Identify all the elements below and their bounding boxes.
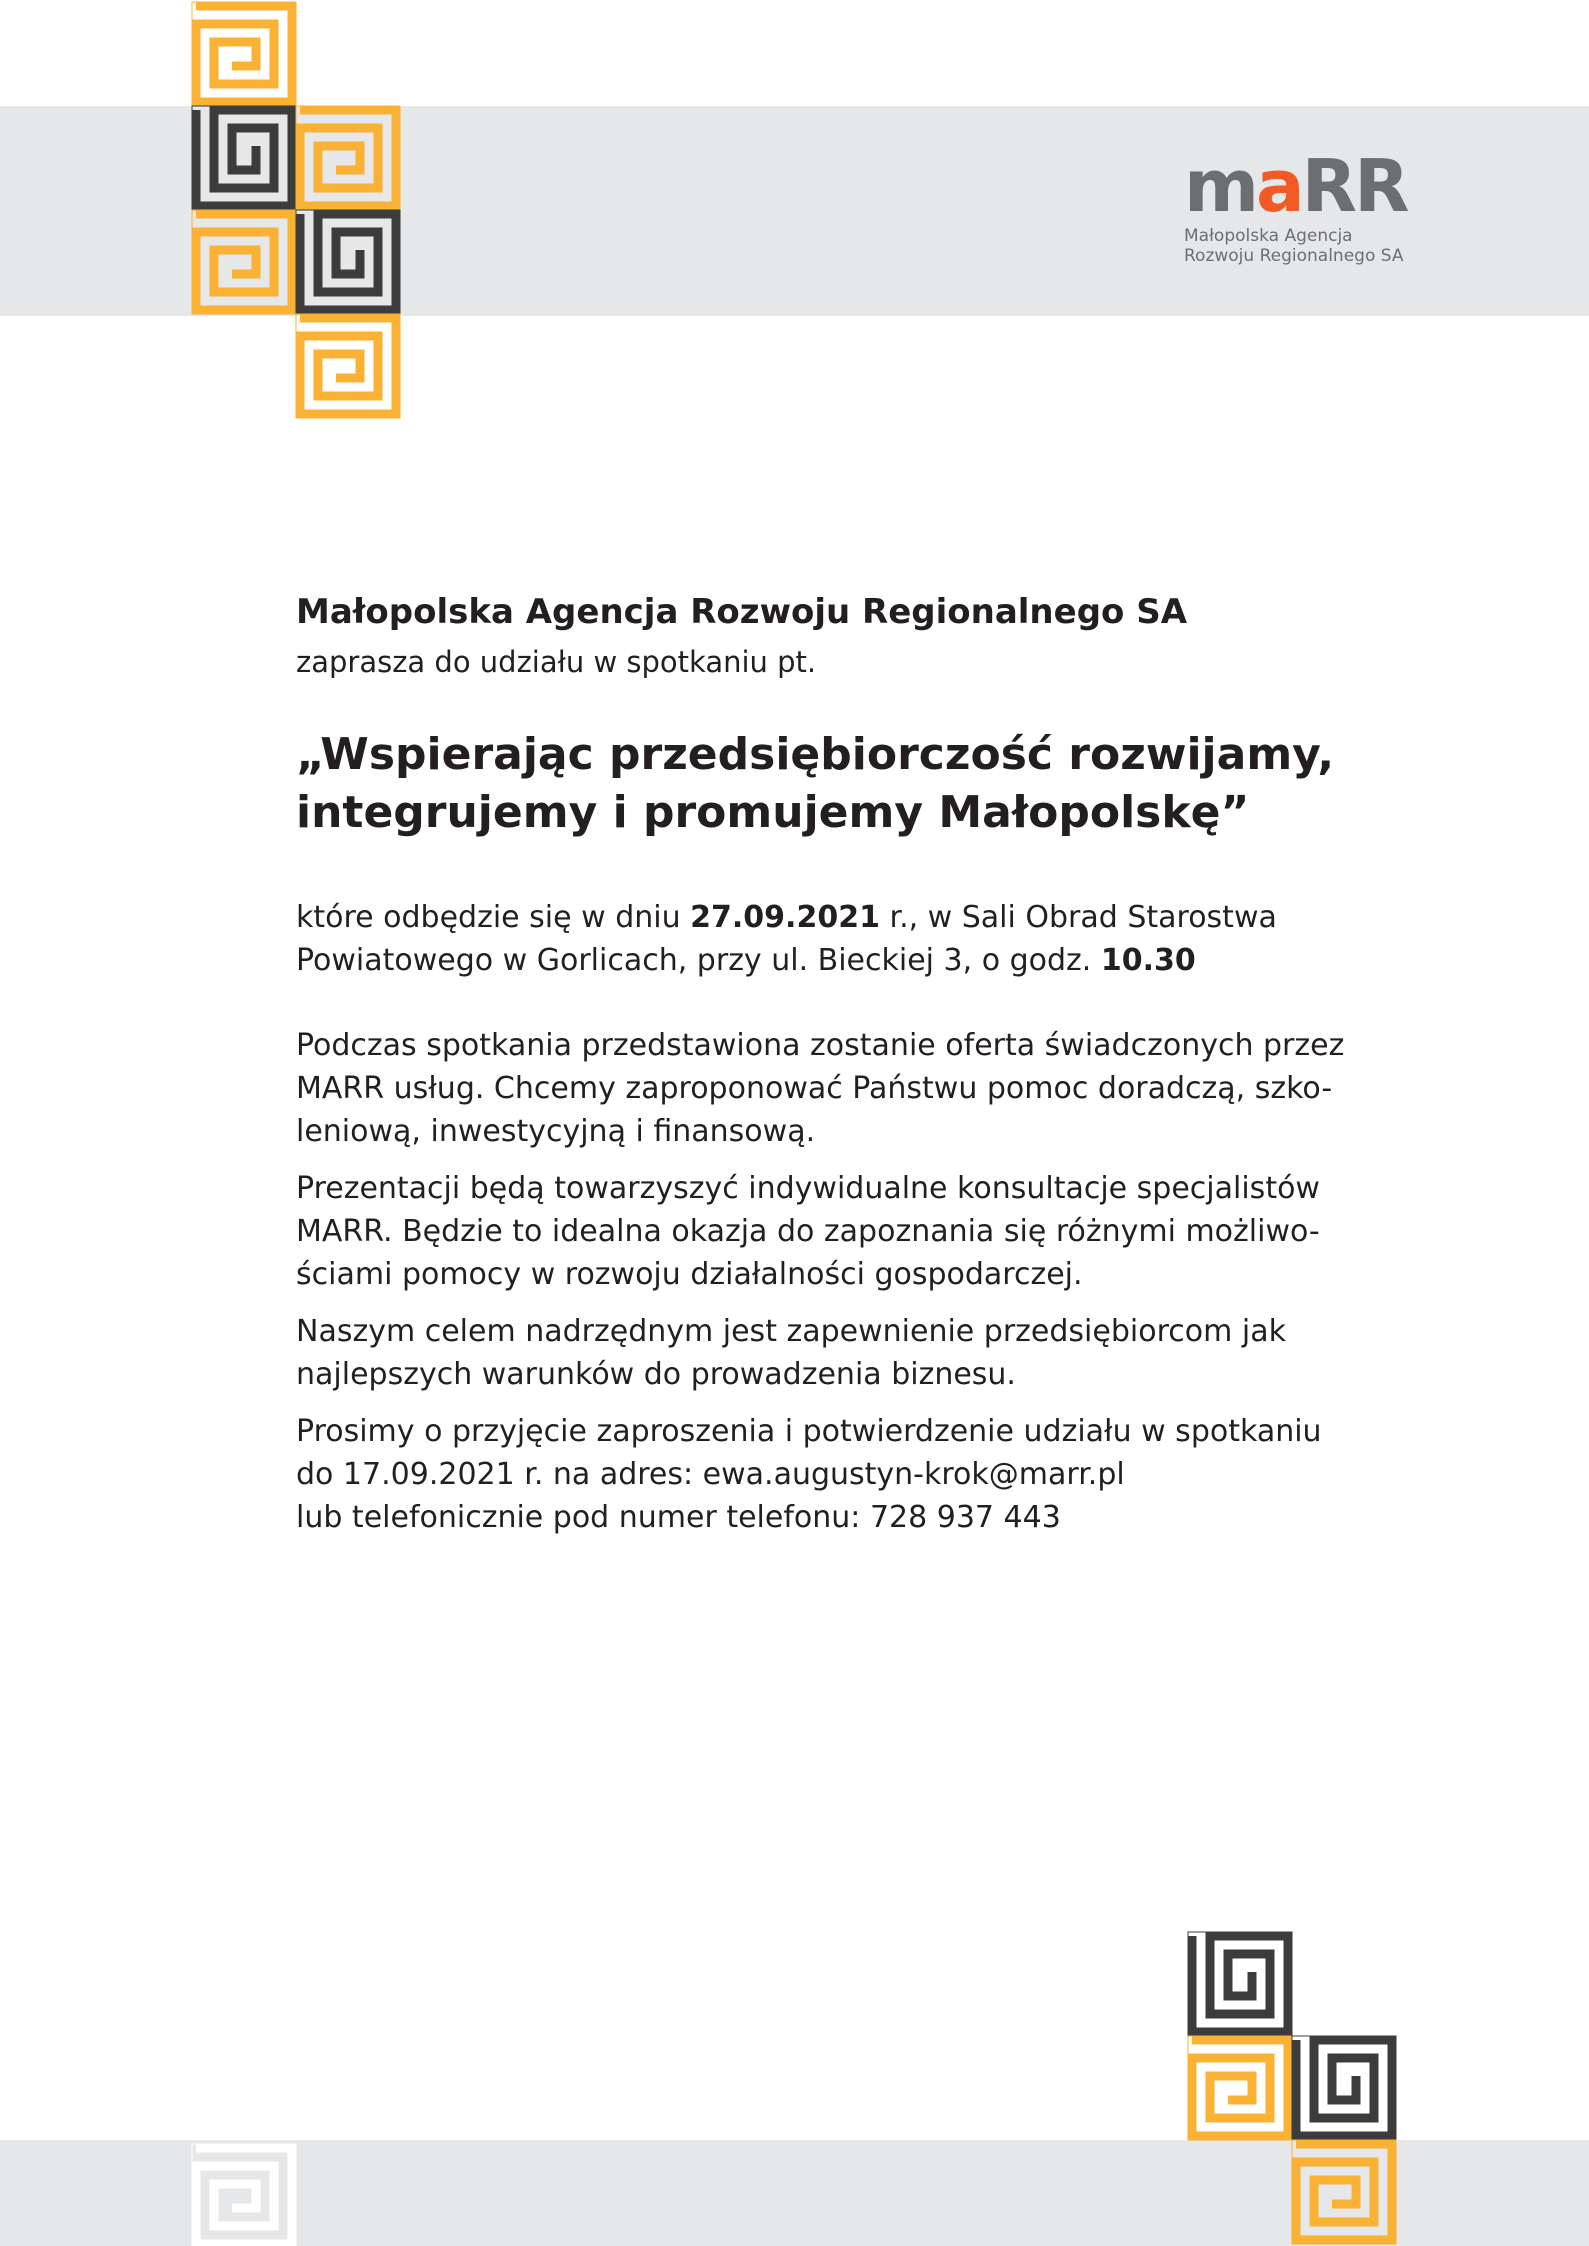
event-date: 27.09.2021	[690, 900, 880, 935]
event-time: 10.30	[1100, 943, 1196, 978]
event-title	[296, 726, 1335, 842]
logo-subtitle-line1: Małopolska Agencja	[1184, 226, 1353, 246]
logo-wordmark: maRR	[1184, 144, 1407, 228]
event-title-line1: „Wspierając przedsiębiorczość rozwijamy,	[296, 729, 1335, 780]
paragraph-rsvp: Prosimy o przyjęcie zaproszenia i potwierdzenie udziału w spotkaniu do 17.09.2021 r. na adres: ewa.augustyn-krok@marr.pl lub telefonicznie pod numer telefonu: 728 937 443	[296, 1414, 1322, 1535]
event-details	[296, 896, 1310, 982]
organization-name: Małopolska Agencja Rozwoju Regionalnego SA	[296, 592, 1188, 632]
event-details-line1: które odbędzie się w dniu 27.09.2021 r., w Sali Obrad Starostwa	[296, 900, 1277, 935]
invitation-content	[296, 590, 1345, 1539]
invite-line: zaprasza do udziału w spotkaniu pt.	[296, 645, 817, 679]
decorative-pattern-bottom-left	[190, 2142, 298, 2246]
paragraph-consultations: Prezentacji będą towarzyszyć indywidualne konsultacje specjalistów MARR. Będzie to idealna okazja do zapoznania się różnymi możliwo- ściami pomocy w rozwoju działalności gospodarczej.	[296, 1171, 1320, 1292]
paragraph-offer: Podczas spotkania przedstawiona zostanie oferta świadczonych przez MARR usług. Chcemy zaproponować Państwu pomoc doradczą, szko- leniową, inwestycyjną i finansową.	[296, 1028, 1345, 1149]
event-details-line2: Powiatowego w Gorlicach, przy ul. Bieckiej 3, o godz. 10.30	[296, 943, 1196, 978]
decorative-pattern-bottom-right	[1186, 1930, 1398, 2246]
logo-subtitle-line2: Rozwoju Regionalnego SA	[1184, 246, 1404, 266]
event-title-line2: integrujemy i promujemy Małopolskę”	[296, 787, 1250, 838]
paragraph-goal: Naszym celem nadrzędnym jest zapewnienie przedsiębiorcom jak najlepszych warunków do prowadzenia biznesu.	[296, 1314, 1286, 1392]
marr-logo	[1184, 144, 1434, 266]
decorative-pattern-top-left	[190, 0, 402, 422]
